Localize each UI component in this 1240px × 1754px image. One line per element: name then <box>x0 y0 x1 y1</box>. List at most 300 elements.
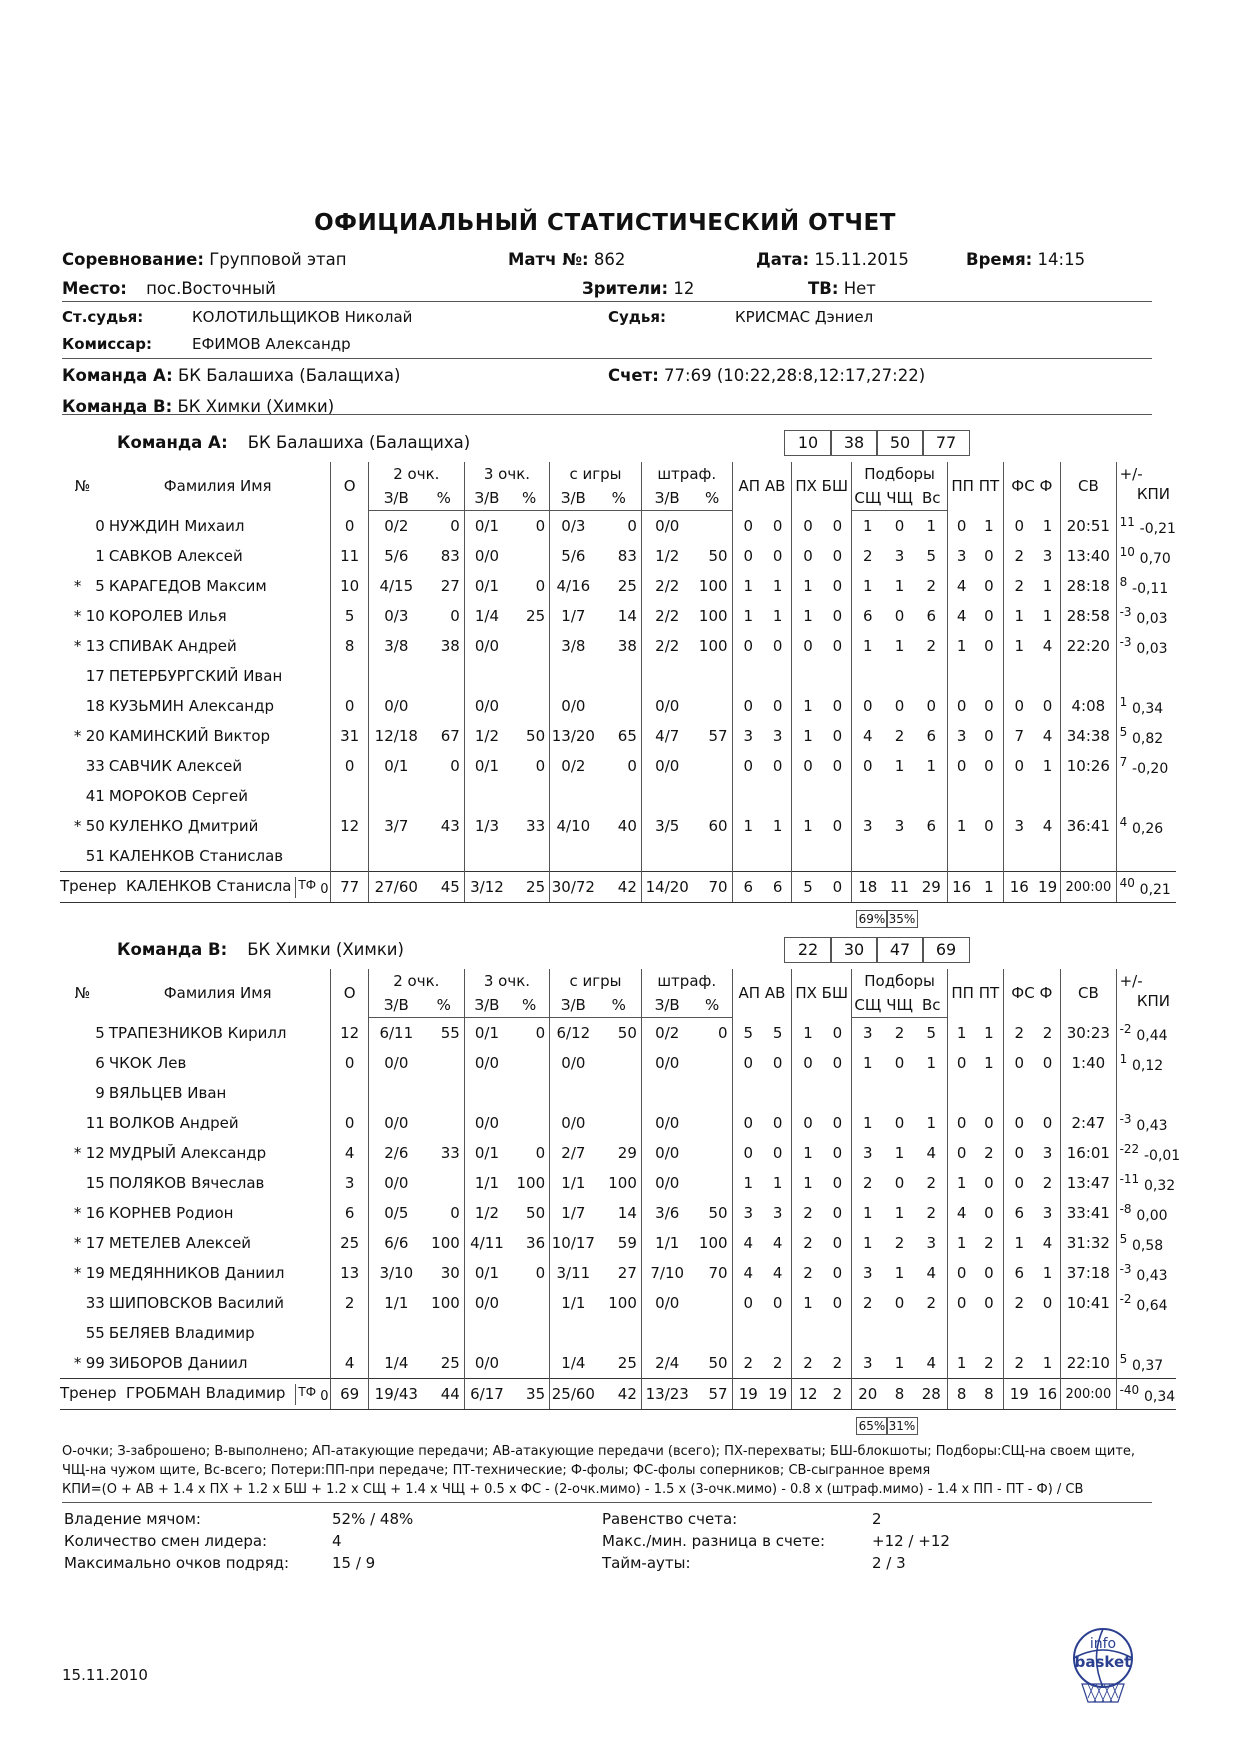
plus-minus: -3 <box>1119 635 1132 649</box>
stat-two: 0/3 <box>368 601 423 631</box>
stat-pt: 0 <box>984 757 994 775</box>
col-made-attempted: З/В <box>464 993 509 1018</box>
stat-stl: 1 <box>792 1018 824 1049</box>
player-name: КУЛЕНКО Дмитрий <box>108 817 259 835</box>
starter-mark <box>60 1018 81 1049</box>
stat-or: 1 <box>894 1264 905 1282</box>
stat-tr: 1 <box>926 517 937 535</box>
stat-ft_p: 100 <box>698 1234 728 1252</box>
col-percent: % <box>424 486 465 511</box>
plus-minus: -3 <box>1119 1262 1132 1276</box>
col-turnovers <box>948 462 1003 511</box>
plus-minus-kpi <box>1116 781 1176 811</box>
player-number: 9 <box>95 1084 105 1102</box>
plus-minus-kpi <box>1116 1078 1176 1108</box>
stat-stl: 0 <box>792 541 824 571</box>
plus-minus: -2 <box>1119 1292 1132 1306</box>
stat-stl: 1 <box>792 811 824 841</box>
stat-fg: 1/7 <box>550 601 597 631</box>
stat-tr: 1 <box>926 757 937 775</box>
plus-minus-kpi <box>1116 1348 1176 1379</box>
stat-or: 1 <box>894 637 905 655</box>
kpi: 0,32 <box>1143 1178 1176 1194</box>
stat-fg: 5/6 <box>550 541 597 571</box>
stat-ava: 0 <box>772 1294 783 1312</box>
stat-pp <box>948 1318 976 1348</box>
stat-pp: 4 <box>948 1198 976 1228</box>
logo-text-info: info <box>1089 1636 1117 1652</box>
player-number: 10 <box>85 607 105 625</box>
team-b-q3: 47 <box>876 937 924 963</box>
stat-blk <box>824 1318 852 1348</box>
starter-mark <box>60 1048 81 1078</box>
stat-fd: 0 <box>1003 1138 1035 1168</box>
stat-three_p: 25 <box>526 607 546 625</box>
starter-mark: * <box>73 637 82 655</box>
stat-tr <box>916 781 948 811</box>
stat-ava: 0 <box>772 637 783 655</box>
legend <box>62 1442 1135 1499</box>
team-b-header: Команда B: БК Химки (Химки) <box>62 397 335 416</box>
team-b-title: Команда B: БК Химки (Химки) <box>117 940 404 959</box>
stat-ava <box>764 661 792 691</box>
timeouts-label: Тайм-ауты: <box>602 1554 691 1572</box>
stat-ava <box>764 781 792 811</box>
col-percent: % <box>693 993 732 1018</box>
stat-or: 0 <box>894 1114 905 1132</box>
stat-fd: 1 <box>1003 601 1035 631</box>
stat-ast: 2 <box>732 1348 764 1379</box>
total-blk: 2 <box>824 1379 852 1410</box>
total-fg: 25/60 <box>550 1379 597 1410</box>
timeouts-value: 2 / 3 <box>872 1554 906 1572</box>
stat-stl: 2 <box>792 1228 824 1258</box>
starter-mark <box>60 1078 81 1108</box>
stat-or: 0 <box>894 607 905 625</box>
stat-pp: 3 <box>948 541 976 571</box>
col-made-attempted: З/В <box>368 993 423 1018</box>
stat-min: 31:32 <box>1061 1228 1116 1258</box>
col-stl: ПХ <box>795 477 817 496</box>
stat-pts: 0 <box>331 511 368 542</box>
stat-two: 0/5 <box>368 1198 423 1228</box>
player-name: МЕДЯННИКОВ Даниил <box>108 1264 285 1282</box>
kpi: -0,01 <box>1143 1148 1181 1164</box>
stat-ast: 1 <box>732 571 764 601</box>
stat-dr: 3 <box>852 1018 884 1049</box>
stat-two <box>368 661 423 691</box>
stat-or <box>884 1078 916 1108</box>
col-percent: % <box>597 993 642 1018</box>
coach-name: ГРОБМАН Владимир <box>126 1383 286 1402</box>
total-pf: 19 <box>1035 872 1061 903</box>
col-ast: АП <box>738 477 761 496</box>
stat-or: 0 <box>894 517 905 535</box>
player-row <box>60 1288 1176 1318</box>
col-off-reb: ЧЩ <box>884 993 916 1018</box>
stat-pf: 4 <box>1042 637 1053 655</box>
col-total-reb: Вс <box>916 486 948 511</box>
stat-pts <box>331 841 368 872</box>
stat-fg_p: 29 <box>617 1144 637 1162</box>
stat-pf: 2 <box>1042 1023 1053 1042</box>
stat-three_p: 0 <box>535 1024 546 1042</box>
stat-pts: 4 <box>331 1138 368 1168</box>
plus-minus-kpi <box>1116 872 1176 903</box>
stat-three: 1/1 <box>464 1168 509 1198</box>
stat-fd: 1 <box>1003 1228 1035 1258</box>
stat-tr <box>916 1318 948 1348</box>
stat-ava: 5 <box>772 1023 783 1042</box>
stat-tr <box>916 841 948 872</box>
stat-ast <box>732 661 764 691</box>
stat-ft <box>641 1318 692 1348</box>
stat-two: 6/6 <box>368 1228 423 1258</box>
stat-pp: 1 <box>948 1228 976 1258</box>
stat-ft_p <box>693 1288 732 1318</box>
stat-fg: 3/8 <box>550 631 597 661</box>
col-made-attempted: З/В <box>550 486 597 511</box>
stat-or: 1 <box>894 1354 905 1372</box>
plus-minus-kpi <box>1116 811 1176 841</box>
stat-three: 1/2 <box>464 721 509 751</box>
total-two_p: 44 <box>424 1379 465 1410</box>
kpi: 0,26 <box>1132 821 1164 837</box>
stat-fd: 2 <box>1003 541 1035 571</box>
total-ast: 19 <box>732 1379 764 1410</box>
plus-minus-kpi <box>1116 1108 1176 1138</box>
total-fg_p: 42 <box>597 872 642 903</box>
stat-stl: 0 <box>792 1048 824 1078</box>
stat-pp: 0 <box>948 1108 976 1138</box>
infobasket-logo <box>1066 1612 1140 1712</box>
stat-two: 3/10 <box>368 1258 423 1288</box>
total-or: 11 <box>884 872 916 903</box>
possession-label: Владение мячом: <box>64 1510 201 1528</box>
stat-ft_p: 57 <box>708 727 728 745</box>
stat-ast: 1 <box>732 811 764 841</box>
stat-fg_p <box>597 1078 642 1108</box>
stat-blk: 0 <box>832 1144 843 1162</box>
stat-fg: 1/1 <box>550 1168 597 1198</box>
kpi: 0,70 <box>1139 551 1171 567</box>
stat-ft: 0/0 <box>641 1048 692 1078</box>
kpi: 0,21 <box>1139 882 1171 898</box>
stat-ast: 3 <box>732 721 764 751</box>
stat-tr: 0 <box>926 697 937 715</box>
tf-label: ТФ <box>298 1384 317 1399</box>
starter-mark <box>60 781 81 811</box>
stat-tr: 2 <box>926 577 937 595</box>
stat-pt: 0 <box>984 697 994 715</box>
kpi: 0,58 <box>1132 1238 1164 1254</box>
player-number: 51 <box>85 847 105 865</box>
chief-referee: Ст.судья: КОЛОТИЛЬЩИКОВ Николай <box>62 308 413 326</box>
plus-minus: 5 <box>1119 1232 1128 1246</box>
ties-value: 2 <box>872 1510 882 1528</box>
player-number: 6 <box>95 1054 105 1072</box>
stat-ast: 3 <box>732 1198 764 1228</box>
starter-mark: * <box>73 1204 82 1222</box>
player-number: 55 <box>85 1324 105 1342</box>
stat-pts: 12 <box>331 1018 368 1049</box>
col-rebounds: Подборы <box>852 462 948 486</box>
plus-minus-kpi <box>1116 721 1176 751</box>
stat-tr: 3 <box>926 1234 937 1252</box>
player-number: 13 <box>85 637 105 655</box>
stat-pts: 13 <box>331 1258 368 1288</box>
plus-minus-kpi <box>1116 571 1176 601</box>
stat-fg <box>550 841 597 872</box>
stat-pt: 0 <box>984 1204 994 1222</box>
player-name: НУЖДИН Михаил <box>108 516 245 535</box>
stat-ft_p <box>693 691 732 721</box>
total-two: 27/60 <box>368 872 423 903</box>
col-made-attempted: З/В <box>641 486 692 511</box>
col-fouls-drawn: ФС <box>1011 984 1035 1003</box>
stat-fd: 0 <box>1003 511 1035 542</box>
stat-fd: 0 <box>1003 751 1035 781</box>
stat-two_p: 83 <box>440 547 460 565</box>
stat-fd: 2 <box>1003 571 1035 601</box>
col-made-attempted: З/В <box>641 993 692 1018</box>
col-made-attempted: З/В <box>368 486 423 511</box>
total-pt: 8 <box>975 1379 1003 1410</box>
stat-ava: 3 <box>772 727 783 745</box>
stat-stl <box>792 1078 824 1108</box>
stat-three: 0/1 <box>464 511 509 542</box>
starter-mark: * <box>73 577 82 595</box>
col-free-throws: штраф. <box>641 462 732 486</box>
stat-ava: 4 <box>772 1234 783 1252</box>
stat-pt: 2 <box>984 1354 994 1372</box>
player-row <box>60 1108 1176 1138</box>
stat-blk: 0 <box>832 1174 843 1192</box>
stat-pt <box>975 661 1003 691</box>
stat-stl: 1 <box>792 571 824 601</box>
total-blk: 0 <box>824 872 852 903</box>
stat-three_p <box>509 691 550 721</box>
stat-min <box>1061 1318 1116 1348</box>
stat-pf: 4 <box>1042 727 1053 745</box>
total-ft_p: 70 <box>693 872 732 903</box>
col-made-attempted: З/В <box>550 993 597 1018</box>
player-name: ЗИБОРОВ Даниил <box>108 1354 248 1372</box>
stat-or: 0 <box>894 1294 905 1312</box>
stat-pts: 25 <box>331 1228 368 1258</box>
stat-pt <box>975 1318 1003 1348</box>
col-blk: БШ <box>821 477 849 496</box>
stat-two_p: 33 <box>440 1144 460 1162</box>
stat-three_p: 100 <box>516 1174 546 1192</box>
stat-dr: 1 <box>852 1048 884 1078</box>
stat-or <box>884 841 916 872</box>
starter-mark: * <box>73 817 82 835</box>
stat-fg: 4/16 <box>550 571 597 601</box>
stat-ft_p: 100 <box>698 607 728 625</box>
total-tr: 29 <box>916 872 948 903</box>
plus-minus-kpi <box>1116 511 1176 542</box>
player-number: 19 <box>85 1264 105 1282</box>
stat-two <box>368 1318 423 1348</box>
stat-two_p: 25 <box>440 1354 460 1372</box>
stat-fd <box>1003 661 1035 691</box>
stat-blk: 0 <box>832 1294 843 1312</box>
col-percent: % <box>693 486 732 511</box>
stat-pp: 1 <box>948 811 976 841</box>
team-b-dr-pct: 65% <box>856 1417 888 1435</box>
stat-ava <box>764 1318 792 1348</box>
stat-tr: 4 <box>926 1144 937 1162</box>
player-number: 12 <box>85 1144 105 1162</box>
plus-minus: -2 <box>1119 1021 1132 1036</box>
stat-three_p <box>509 1288 550 1318</box>
stat-stl: 1 <box>792 601 824 631</box>
player-name: ШИПОВСКОВ Василий <box>108 1294 285 1312</box>
col-ava: АВ <box>764 984 786 1003</box>
player-number: 50 <box>85 817 105 835</box>
player-number: 99 <box>85 1354 105 1372</box>
stat-ft <box>641 781 692 811</box>
stat-two_p: 100 <box>431 1294 460 1312</box>
stat-ft_p <box>693 781 732 811</box>
total-ft_p: 57 <box>693 1379 732 1410</box>
col-ava: АВ <box>764 477 786 496</box>
player-row <box>60 781 1176 811</box>
player-row <box>60 1198 1176 1228</box>
stat-stl: 0 <box>792 1108 824 1138</box>
stat-three: 1/3 <box>464 811 509 841</box>
stat-blk: 0 <box>832 727 843 745</box>
header-row <box>60 969 1176 993</box>
header-divider-3 <box>62 414 1152 415</box>
footer-date: 15.11.2010 <box>62 1666 148 1684</box>
plus-minus: 1 <box>1119 1052 1128 1066</box>
plus-minus: -8 <box>1119 1202 1132 1216</box>
stat-two_p: 38 <box>440 637 460 655</box>
stat-ast: 1 <box>732 601 764 631</box>
starter-mark <box>60 1318 81 1348</box>
col-plus-minus-kpi <box>1116 969 1176 1018</box>
total-stl: 12 <box>792 1379 824 1410</box>
stat-fg: 4/10 <box>550 811 597 841</box>
stat-pf: 0 <box>1042 1114 1053 1132</box>
player-row <box>60 691 1176 721</box>
stat-or: 1 <box>894 757 905 775</box>
stat-dr: 3 <box>852 1138 884 1168</box>
header-row <box>60 462 1176 486</box>
stat-ft: 3/6 <box>641 1198 692 1228</box>
plus-minus: 40 <box>1119 876 1135 890</box>
stat-pp: 0 <box>948 511 976 542</box>
stat-three: 0/1 <box>464 1018 509 1049</box>
stat-ft: 1/1 <box>641 1228 692 1258</box>
player-name: МЕТЕЛЕВ Алексей <box>108 1234 252 1252</box>
stat-ast: 0 <box>732 1288 764 1318</box>
stat-fg_p <box>597 1318 642 1348</box>
stat-fg_p: 100 <box>608 1174 637 1192</box>
stat-pf: 0 <box>1042 697 1053 715</box>
stat-pts: 31 <box>331 721 368 751</box>
coach-label: Тренер <box>60 1383 117 1402</box>
stat-tr: 6 <box>926 727 937 745</box>
stat-blk: 0 <box>832 1054 843 1072</box>
plus-minus-kpi <box>1116 1018 1176 1049</box>
stat-two: 4/15 <box>368 571 423 601</box>
stat-dr: 1 <box>852 631 884 661</box>
stat-two: 0/2 <box>368 511 423 542</box>
player-number: 5 <box>95 1023 105 1042</box>
total-fg_p: 42 <box>597 1379 642 1410</box>
col-field-goals: с игры <box>550 462 642 486</box>
stat-min: 2:47 <box>1061 1108 1116 1138</box>
stat-min: 22:10 <box>1061 1348 1116 1379</box>
col-minutes: СВ <box>1061 462 1116 511</box>
starter-mark: * <box>73 1354 82 1372</box>
kpi: 0,44 <box>1136 1027 1168 1044</box>
col-personal-fouls: Ф <box>1039 984 1053 1003</box>
team-a-q2: 38 <box>830 430 878 456</box>
stat-two: 1/4 <box>368 1348 423 1379</box>
player-name: БЕЛЯЕВ Владимир <box>108 1324 255 1342</box>
stat-ft_p: 100 <box>698 577 728 595</box>
stat-pp: 0 <box>948 751 976 781</box>
stat-ft_p <box>693 1138 732 1168</box>
stat-tr: 2 <box>926 1204 937 1222</box>
total-pts: 69 <box>331 1379 368 1410</box>
stat-pt: 0 <box>984 1264 994 1282</box>
stat-min: 33:41 <box>1061 1198 1116 1228</box>
stat-ava: 1 <box>772 1174 783 1192</box>
stat-pf <box>1035 781 1061 811</box>
stat-ft: 0/0 <box>641 511 692 542</box>
coach-label: Тренер <box>60 876 117 895</box>
total-or: 8 <box>884 1379 916 1410</box>
col-points: О <box>331 969 368 1018</box>
stat-fg: 0/0 <box>550 1048 597 1078</box>
stat-ast: 4 <box>732 1258 764 1288</box>
starter-mark <box>60 1168 81 1198</box>
player-name: КАРАГЕДОВ Максим <box>108 577 267 595</box>
col-off-reb: ЧЩ <box>884 486 916 511</box>
stat-ft: 2/4 <box>641 1348 692 1379</box>
player-name: САВКОВ Алексей <box>108 547 243 565</box>
stat-ast <box>732 1078 764 1108</box>
stat-blk: 0 <box>832 1114 843 1132</box>
stat-fg <box>550 1318 597 1348</box>
player-row <box>60 721 1176 751</box>
stat-dr <box>852 841 884 872</box>
stat-ft_p <box>693 1168 732 1198</box>
stat-pts <box>331 781 368 811</box>
player-number: 33 <box>85 1294 105 1312</box>
tf-value: 0 <box>320 1388 329 1404</box>
stat-tr: 5 <box>926 1024 937 1042</box>
stat-fd: 1 <box>1003 631 1035 661</box>
stat-two_p <box>424 1168 465 1198</box>
stat-fg <box>550 661 597 691</box>
stat-three: 1/4 <box>464 601 509 631</box>
stat-pts <box>331 1078 368 1108</box>
plus-minus-kpi <box>1116 661 1176 691</box>
stat-or: 2 <box>894 1234 905 1252</box>
team-a-stats-table <box>60 462 1176 903</box>
starter-mark: * <box>73 1264 82 1282</box>
stat-three_p <box>509 1318 550 1348</box>
stat-fg_p: 40 <box>617 817 637 835</box>
total-ast: 6 <box>732 872 764 903</box>
stat-ft_p: 50 <box>708 1354 728 1372</box>
